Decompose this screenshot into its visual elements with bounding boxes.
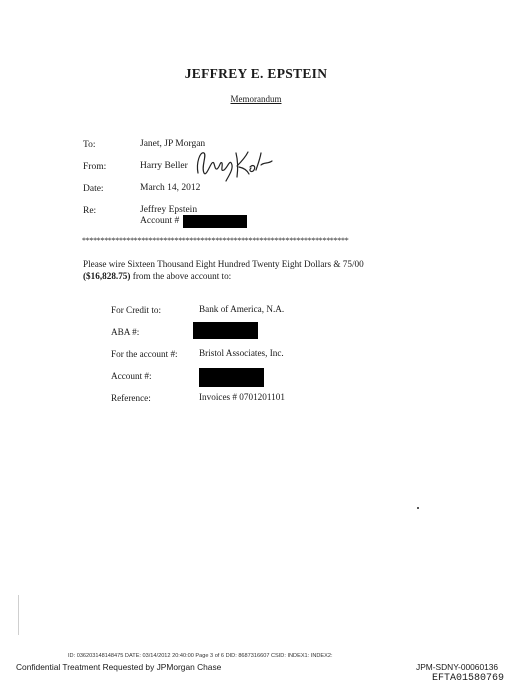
- separator-line: ************************************************************************: [82, 236, 349, 245]
- to-value: Janet, JP Morgan: [140, 139, 206, 149]
- for-account-label: For the account #:: [111, 349, 178, 359]
- aba-label: ABA #:: [111, 327, 140, 337]
- efta-number: EFTA01580769: [432, 673, 505, 684]
- date-value: March 14, 2012: [140, 183, 201, 193]
- re-label: Re:: [83, 206, 97, 216]
- account-label: Account #: [140, 216, 180, 226]
- for-account-value: Bristol Associates, Inc.: [199, 348, 284, 358]
- from-label: From:: [83, 162, 107, 172]
- wire-amount: ($16,828.75): [83, 271, 131, 281]
- handwritten-signature-icon: [192, 143, 276, 185]
- instruction-line: Please wire Sixteen Thousand Eight Hundred Twenty Eight Dollars & 75/00: [83, 259, 364, 269]
- reference-value: Invoices # 0701201101: [199, 392, 285, 402]
- redaction-bar: [199, 368, 264, 387]
- credit-value: Bank of America, N.A.: [199, 304, 285, 314]
- wire-instruction: [83, 258, 413, 282]
- instruction-line-end: from the above account to:: [130, 271, 232, 281]
- memo-title: JEFFREY E. EPSTEIN: [184, 66, 328, 81]
- bates-number: JPM-SDNY-00060136: [416, 662, 499, 672]
- speck: [417, 507, 419, 509]
- memo-subtitle: Memorandum: [230, 94, 282, 104]
- confidential-notice: Confidential Treatment Requested by JPMorgan Chase: [16, 662, 222, 672]
- credit-label: For Credit to:: [111, 305, 162, 315]
- redaction-bar: [183, 215, 247, 228]
- date-label: Date:: [83, 184, 104, 194]
- scan-edge-mark: [18, 595, 19, 635]
- redaction-bar: [193, 322, 258, 339]
- reference-label: Reference:: [111, 393, 151, 403]
- account-number-label: Account #:: [111, 371, 152, 381]
- from-value: Harry Beller: [140, 161, 188, 171]
- re-value: Jeffrey Epstein: [140, 205, 198, 215]
- to-label: To:: [83, 140, 96, 150]
- fax-id-line: ID: 036203148148475 DATE: 03/14/2012 20:40:00 Page 3 of 6 DID: 8687316607 CSID: INDEX1: INDEX2:: [68, 653, 333, 659]
